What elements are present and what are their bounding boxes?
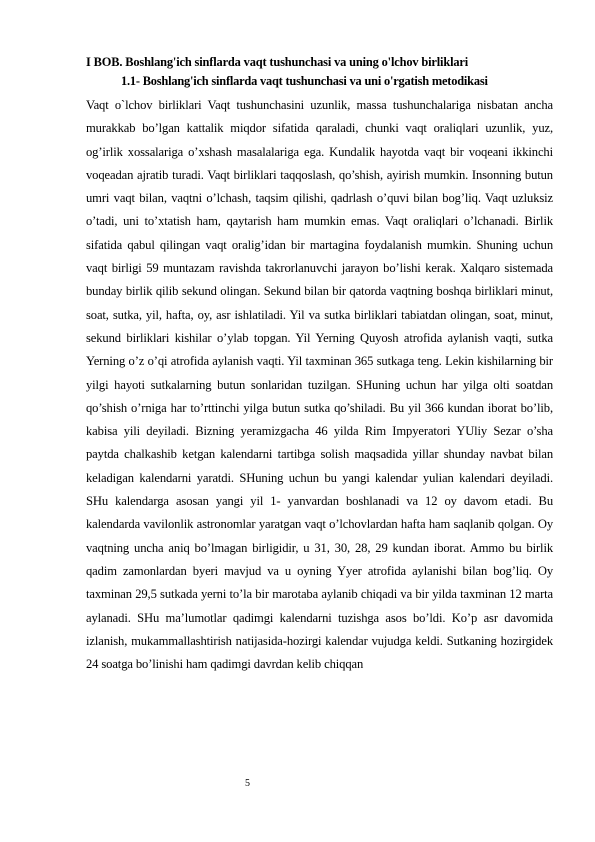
chapter-title: I BOB. Boshlang'ich sinflarda vaqt tushunchasi va uning o'lchov birliklari — [86, 55, 469, 69]
body-paragraph: Vaqt o`lchov birliklari Vaqt tushunchasini uzunlik, massa tushunchalariga nisbatan ancha murakkab bo’lgan kattalik miqdor sifatida qaraladi, chunki vaqt oraliqlari uzunlik, yuz, og’irlik xossalariga o’xshash masalalariga ega. Kundalik hayotda vaqt bir voqeani ikkinchi voqeadan ajratib turadi. Vaqt birliklari taqqoslash, qo’shish, ayirish mumkin. Insonning butun umri vaqt bilan, vaqtni o’lchash, taqsim qilishi, qadrlash o’quvi bilan bog’liq. Vaqt uzluksiz o’tadi, uni to’xtatish ham, qaytarish ham mumkin emas. Vaqt oraliqlari o’lchanadi. Birlik sifatida qabul qilingan vaqt oralig’idan bir martagina foydalanish mumkin. Shuning uchun vaqt birligi 59 muntazam ravishda takrorlanuvchi jarayon bo’lishi kerak. Xalqaro sistemada bunday birlik qilib sekund olingan. Sekund bilan bir qatorda vaqtning boshqa birliklari minut, soat, sutka, yil, hafta, oy, asr ishlatiladi. Yil va sutka birliklari tabiatdan olingan, soat, minut, sekund birliklari kishilar o’ylab topgan. Yil Yerning Quyosh atrofida aylanish vaqti, sutka Yerning o’z o’qi atrofida aylanish vaqti. Yil taxminan 365 sutkaga teng. Lekin kishilarning bir yilgi hayoti sutkalarning butun sonlaridan tuzilgan. SHuning uchun har yilga olti soatdan qo’shish o’rniga har to’rttinchi yilga butun sutka qo’shiladi. Bu yil 366 kundan iborat bo’lib, kabisa yili deyiladi. Bizning yeramizgacha 46 yilda Rim Impyeratori YUliy Sezar o’sha paytda chalkashib ketgan kalendarni tartibga solish maqsadida yillar shunday navbat bilan keladigan kalendarni yaratdi. SHuning uchun bu yangi kalendar yulian kalendari deyiladi. SHu kalendarga asosan yangi yil 1- yanvardan boshlanadi va 12 oy davom etadi. Bu kalendarda vavilonlik astronomlar yaratgan vaqt o’lchovlardan hafta ham saqlanib qolgan. Oy vaqtning uncha aniq bo’lmagan birligidir, u 31, 30, 28, 29 kundan iborat. Ammo bu birlik qadim zamonlardan byeri mavjud va u oyning Yyer atrofida aylanishi bilan bog’liq. Oy taxminan 29,5 sutkada yerni to’la bir marotaba aylanib chiqadi va bir yilda taxminan 12 marta aylanadi. SHu ma’lumotlar qadimgi kalendarni tuzishga asos bo’ldi. Ko’p asr davomida izlanish, mukammallashtirish natijasida-hozirgi kalendar vujudga keldi. Sutkaning hozirgidek 24 soatga bo’linishi ham qadimgi davrdan kelib chiqqan — [86, 98, 553, 672]
section-title: 1.1- Boshlang'ich sinflarda vaqt tushunchasi va uni o'rgatish metodikasi — [121, 74, 488, 88]
page-number: 5 — [245, 778, 250, 789]
document-page — [86, 54, 553, 676]
